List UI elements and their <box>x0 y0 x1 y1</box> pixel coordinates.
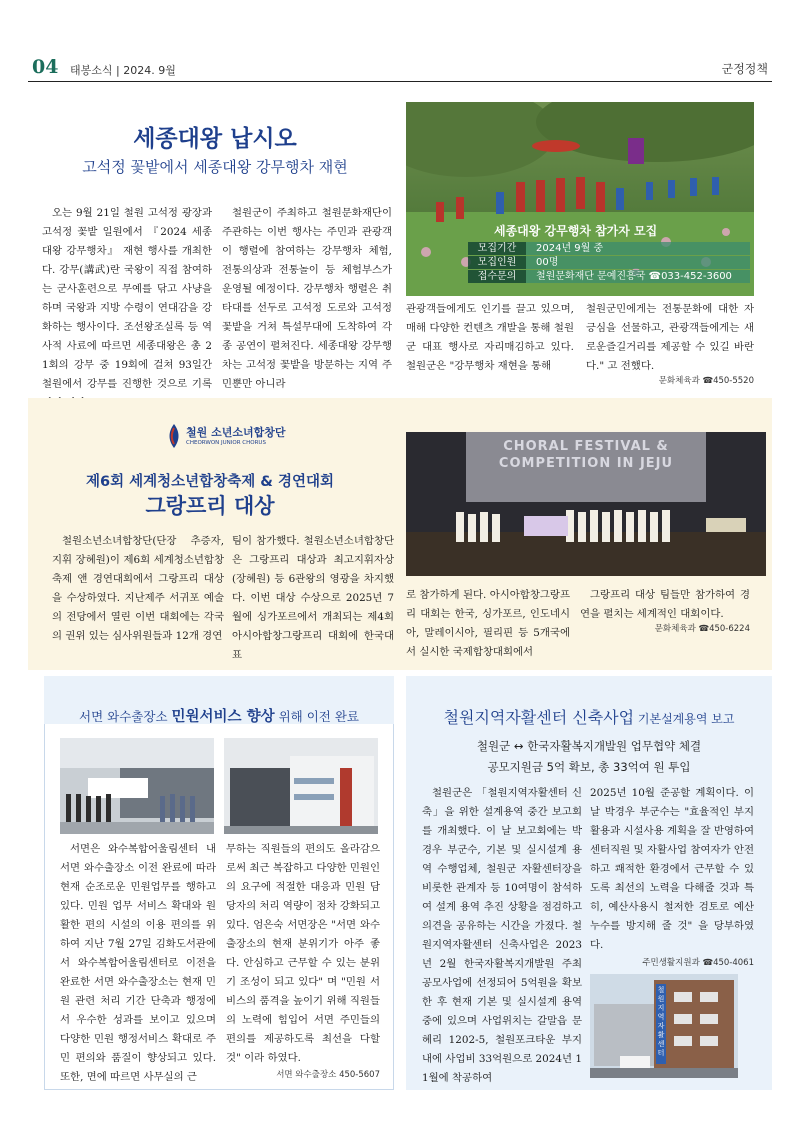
recruit-value: 2024년 9월 중 <box>526 242 750 255</box>
recruit-key: 모집기간 <box>468 242 526 255</box>
recruit-value: 철원문화재단 문예진흥국 ☎033-452-3600 <box>526 270 750 283</box>
article1-col4: 철원군민에게는 전통문화에 대한 자긍심을 선물하고, 관광객들에게는 새로운즐길거리를 제공할 수 있길 바란다." 고 전했다. <box>586 303 754 372</box>
issue-label: 태봉소식 | 2024. 9월 <box>70 64 176 77</box>
choir-logo-icon <box>166 422 182 450</box>
article2-col3: 로 참가하게 된다. 아시아합창그랑프리 대회는 한국, 싱가포르, 인도네시아, 말레이시아, 필리핀 등 5개국에서 실시한 국제합창대회에서 <box>406 589 570 658</box>
article4-contact: 주민생활지원과 ☎450-4061 <box>642 958 754 968</box>
recruit-box <box>410 222 750 290</box>
recruit-key: 접수문의 <box>468 270 526 283</box>
article3-col1: 서면은 와수복합어울림센터 내 서면 와수출장소 이전 완료에 따라 현재 순조로운 민원업무를 행하고 있다. 민원 업무 서비스 확대와 원활한 편의 시설의 이용 편의를 위하여 지난 7월 27일 김화도서관에서 와수복합어울림센터로 이전을 완료한 서면 와수출장소는 현재 민원 관련 처리 기간 단축과 행정에서 우수한 성과를 보이고 있으며 다양한 민원 행정서비스 확대로 주민 편의와 품질이 향상되고 있다. 또한, 면에 따르면 사무실의 근 <box>60 843 216 1083</box>
page-header <box>28 56 772 82</box>
self-support-center-photo <box>590 974 738 1078</box>
choir-banner-text: CHORAL FESTIVAL & COMPETITION IN JEJU <box>498 439 674 471</box>
choir-logo-text: 철원 소년소녀합창단 <box>186 426 286 439</box>
article1-col2: 철원군이 주최하고 철원문화재단이 주관하는 이번 행사는 주민과 관광객이 행렬에 참여하는 강무행차 체험, 전통의상과 전통놀이 등 체험부스가 운영될 예정이다. 강무행차 행렬은 취타대를 선두로 고석정 도로와 고석정 꽃밭을 거쳐 특설무대에 도착하여 각종 공연이 펼쳐진다. 세종대왕 강무행차는 고석정 꽃밭을 방문하는 지역 주민뿐만 아니라 <box>222 207 392 390</box>
choir-stage-photo <box>406 432 766 576</box>
recruit-row <box>410 256 750 269</box>
article2-col2: 팀이 참가했다. 철원소년소녀합창단은 그랑프리 대상과 최고지휘자상(장혜원) 등 6관왕의 영광을 차지했다. 이번 대상 수상으로 2025년 7월에 싱가포르에서 개최되는 제4회 아시아합창그랑프리 대회에 한국대표 <box>232 535 394 661</box>
article2-contact: 문화체육과 ☎450-6224 <box>654 624 750 634</box>
article1-col3: 관광객들에게도 인기를 끌고 있으며, 매해 다양한 컨텐츠 개발을 통해 철원군 대표 행사로 자리매김하고 있다. 철원군은 "강무행차 재현을 통해 <box>406 303 574 372</box>
article3-title: 서면 와수출장소 민원서비스 향상 위해 이전 완료 <box>79 709 359 725</box>
choir-logo <box>166 420 286 454</box>
article1-title: 세종대왕 납시오 <box>133 126 297 152</box>
recruit-value: 00명 <box>526 256 750 269</box>
article1-subtitle: 고석정 꽃밭에서 세종대왕 강무행차 재현 <box>82 158 348 176</box>
recruit-key: 모집인원 <box>468 256 526 269</box>
center-sign-text: 철원지역자활센터 <box>657 986 665 1057</box>
article1-col1: 오는 9월 21일 철원 고석정 광장과 고석정 꽃밭 일원에서 『2024 세종대왕 강무행차』 재현 행사를 개최한다. 강무(講武)란 국왕이 직접 참여하는 군사훈련으로 무예를 닦고 사냥을 하며 국왕과 지방 수령이 연대감을 강화하는 행사이다. 조선왕조실록 등 역사적 사료에 따르면 세종대왕은 총 21회의 강무 중 19회에 걸쳐 93일간 철원에서 강무를 진행한 것으로 기록 <box>42 207 212 390</box>
article2-title-line2: 그랑프리 대상 <box>145 494 275 518</box>
wasu-office-photo-1 <box>60 738 214 834</box>
recruit-row <box>410 242 750 255</box>
section-label: 군정정책 <box>721 62 768 76</box>
wasu-office-photo-2 <box>224 738 378 834</box>
recruit-row <box>410 270 750 283</box>
recruit-title: 세종대왕 강무행차 참가자 모집 <box>494 224 658 238</box>
article1-contact: 문화체육과 ☎450-5520 <box>658 376 754 386</box>
article4-subtitle: 철원군 ↔ 한국자활복지개발원 업무협약 체결 공모지원금 5억 확보, 총 33억여 원 투입 <box>476 739 702 774</box>
article2-title-line1: 제6회 세계청소년합창축제 & 경연대회 <box>86 474 334 490</box>
page-number: 04 <box>32 56 59 78</box>
choir-logo-subtext: CHEORWON JUNIOR CHORUS <box>186 440 266 446</box>
article4-col2: 2025년 10월 준공할 계획이다. 이날 박경우 부군수는 "효율적인 부지활용과 시설사용 계획을 잘 반영하여 센터직원 및 자활사업 참여자가 안전하고 쾌적한 환경에서 근무할 수 있도록 최선의 노력을 다해줄 것과 특히, 예산사용시 철저한 검토로 예산누수를 방지해 줄 것" 을 당부하였다. <box>590 787 754 951</box>
article4-title: 철원지역자활센터 신축사업 기본설계용역 보고 <box>443 708 735 727</box>
article3-col2: 무하는 직원들의 편의도 올라감으로써 최근 복잡하고 다양한 민원인의 요구에 적절한 대응과 민원 담당자의 처리 역량이 점차 강화되고 있다. 엄은숙 서면장은 "서면 와수출장소의 현재 분위기가 아주 좋다. 안심하고 근무할 수 있는 분위기 조성이 되고 있다" 며 "민원 서비스의 품격을 높이기 위해 직원들의 노력에 힘입어 서면 주민들의 편의를 제공하도록 최선을 다할 것" 이라 하였다. <box>226 843 380 1064</box>
article2-col4: 그랑프리 대상 팀들만 참가하여 경연을 펼치는 세계적인 대회이다. <box>580 589 750 620</box>
article4-col1: 철원군은 「철원지역자활센터 신축」을 위한 설계용역 중간 보고회를 개최했다. 이 날 보고회에는 박경우 부군수, 기본 및 실시설계 용역 수행업체, 철원군 자활센터장을 비롯한 관계자 등 10여명이 참석하여 설계 용역 추진 상황을 점검하고 의견을 공유하는 시간을 가졌다. 철원지역자활센터 신축사업은 2023년 2월 한국자활복지개발원 주최 공모사업에 선정되어 5억원을 확보한 후 현재 기본 및 실시설계 용역 중에 있으며 사업위치는 갈말읍 문혜리 1202-5, 철원포크타운 부지 내에 사업비 33억원으로 2024년 11월에 착공하여 <box>422 787 582 1084</box>
article3-contact: 서면 와수출장소 450-5607 <box>276 1070 380 1080</box>
article2-col1: 철원소년소녀합창단(단장 추증자, 지휘 장혜원)이 제6회 세계청소년합창축제 앤 경연대회에서 그랑프리 대상을 수상하였다. 지난제주 서귀포 예술의 전당에서 열린 이번 대회에는 각국의 권위 있는 심사위원들과 12개 경연 <box>52 535 224 642</box>
